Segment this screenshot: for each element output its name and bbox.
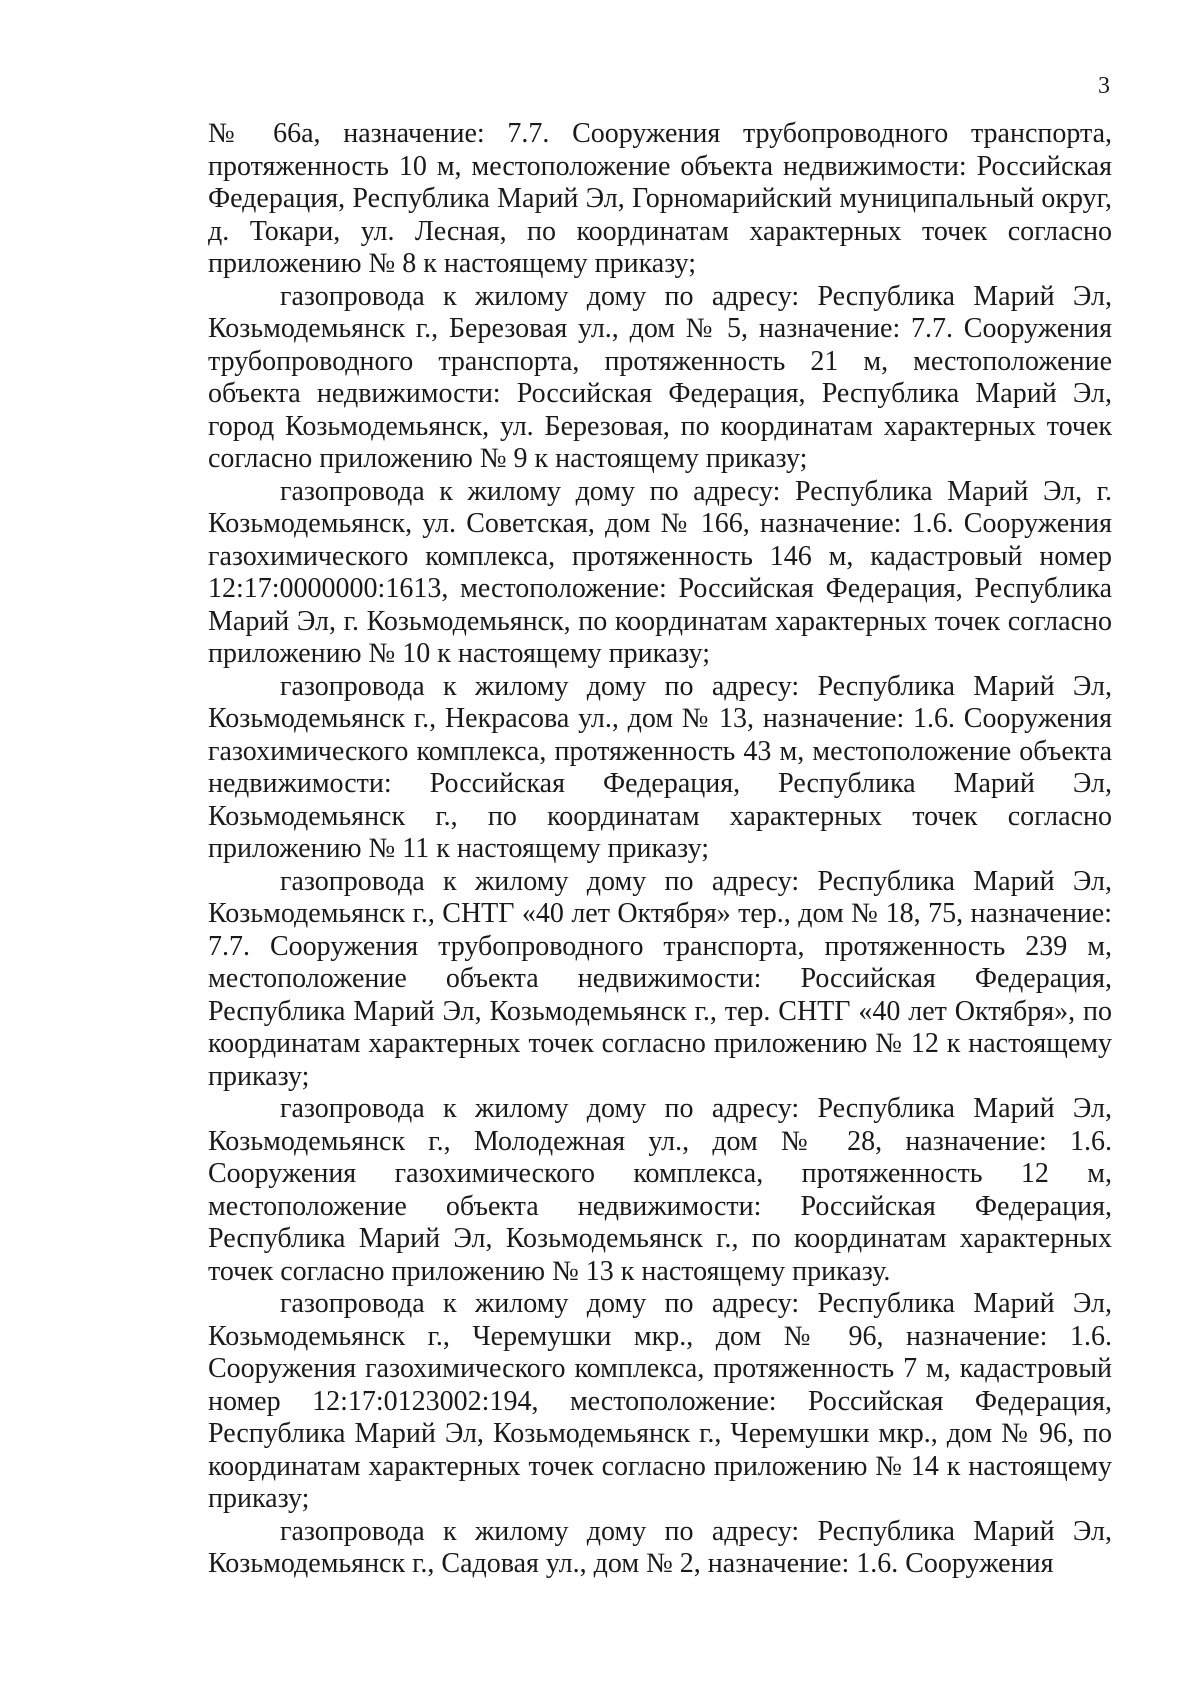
paragraph-3: газопровода к жилому дому по адресу: Республика Марий Эл, г. Козьмодемьянск, ул. Советская, дом № 166, назначение: 1.6. Сооружения газохимического комплекса, протяженность 146 м, кадастровый номер 12:17:0000000:1613, местоположение: Российская Федерация, Республика Марий Эл, г. Козьмодемьянск, по координатам характерных точек согласно приложению № 10 к настоящему приказу; — [208, 475, 1112, 669]
paragraph-8: газопровода к жилому дому по адресу: Республика Марий Эл, Козьмодемьянск г., Садовая ул., дом № 2, назначение: 1.6. Сооружения — [208, 1515, 1112, 1579]
paragraph-2: газопровода к жилому дому по адресу: Республика Марий Эл, Козьмодемьянск г., Березовая ул., дом № 5, назначение: 7.7. Сооружения трубопроводного транспорта, протяженность 21 м, местоположение объекта недвижимости: Российская Федерация, Республика Марий Эл, город Козьмодемьянск, ул. Березовая, по координатам характерных точек согласно приложению № 9 к настоящему приказу; — [208, 280, 1112, 474]
page-number: 3 — [1098, 73, 1110, 99]
paragraph-4: газопровода к жилому дому по адресу: Республика Марий Эл, Козьмодемьянск г., Некрасова ул., дом № 13, назначение: 1.6. Сооружения газохимического комплекса, протяженность 43 м, местоположение объекта недвижимости: Российская Федерация, Республика Марий Эл, Козьмодемьянск г., по координатам характерных точек согласно приложению № 11 к настоящему приказу; — [208, 670, 1112, 864]
paragraph-7: газопровода к жилому дому по адресу: Республика Марий Эл, Козьмодемьянск г., Черемушки мкр., дом № 96, назначение: 1.6. Сооружения газохимического комплекса, протяженность 7 м, кадастровый номер 12:17:0123002:194, местоположение: Российская Федерация, Республика Марий Эл, Козьмодемьянск г., Черемушки мкр., дом № 96, по координатам характерных точек согласно приложению № 14 к настоящему приказу; — [208, 1288, 1112, 1514]
paragraph-1: № 66а, назначение: 7.7. Сооружения трубопроводного транспорта, протяженность 10 м, местоположение объекта недвижимости: Российская Федерация, Республика Марий Эл, Горномарийский муниципальный округ, д. Токари, ул. Лесная, по координатам характерных точек согласно приложению № 8 к настоящему приказу; — [208, 118, 1112, 279]
paragraph-6: газопровода к жилому дому по адресу: Республика Марий Эл, Козьмодемьянск г., Молодежная ул., дом № 28, назначение: 1.6. Сооружения газохимического комплекса, протяженность 12 м, местоположение объекта недвижимости: Российская Федерация, Республика Марий Эл, Козьмодемьянск г., по координатам характерных точек согласно приложению № 13 к настоящему приказу. — [208, 1093, 1112, 1287]
document-body — [208, 118, 1112, 1581]
paragraph-5: газопровода к жилому дому по адресу: Республика Марий Эл, Козьмодемьянск г., СНТГ «40 лет Октября» тер., дом № 18, 75, назначение: 7.7. Сооружения трубопроводного транспорта, протяженность 239 м, местоположение объекта недвижимости: Российская Федерация, Республика Марий Эл, Козьмодемьянск г., тер. СНТГ «40 лет Октября», по координатам характерных точек согласно приложению № 12 к настоящему приказу; — [208, 865, 1112, 1092]
